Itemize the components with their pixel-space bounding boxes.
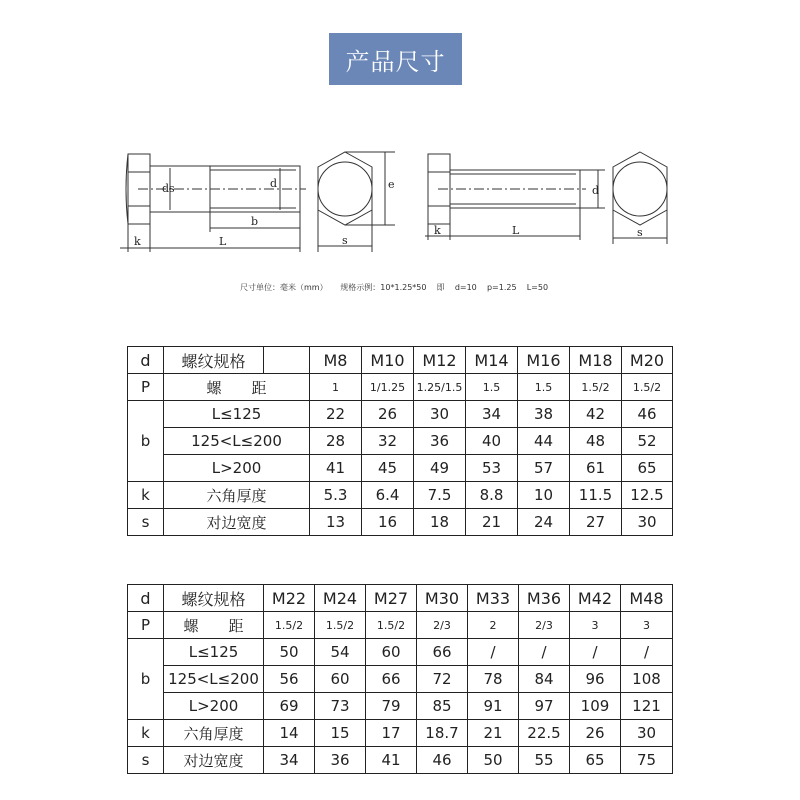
- bolt-dimension-drawing: [120, 140, 680, 260]
- table-cell: 17: [366, 720, 417, 747]
- row-label: 六角厚度: [164, 482, 310, 509]
- table-cell: 57: [518, 455, 570, 482]
- table-cell: 72: [417, 666, 468, 693]
- table-cell: 36: [414, 428, 466, 455]
- table-cell: 10: [518, 482, 570, 509]
- row-label: L>200: [164, 455, 310, 482]
- table-cell: 14: [264, 720, 315, 747]
- table-cell: 79: [366, 693, 417, 720]
- table-cell: 46: [622, 401, 673, 428]
- table-cell: M20: [622, 347, 673, 374]
- table-cell: 42: [570, 401, 622, 428]
- table-cell: 12.5: [622, 482, 673, 509]
- unit-note: 尺寸单位：毫米（mm） 规格示例：10*1.25*50 即 d=10 p=1.25 L=50: [240, 283, 549, 292]
- table-row: [128, 347, 673, 374]
- table-cell: M12: [414, 347, 466, 374]
- row-symbol: k: [128, 482, 164, 509]
- table-cell: /: [621, 639, 673, 666]
- table-cell: 36: [315, 747, 366, 774]
- dim-label-L-2: L: [512, 224, 520, 237]
- row-label: 六角厚度: [164, 720, 264, 747]
- row-symbol: P: [128, 612, 164, 639]
- table-cell: 46: [417, 747, 468, 774]
- table-cell: 85: [417, 693, 468, 720]
- table-cell: 3: [570, 612, 621, 639]
- table-cell: 78: [468, 666, 519, 693]
- table-row: [128, 747, 673, 774]
- row-symbol: b: [128, 639, 164, 720]
- table-cell: 15: [315, 720, 366, 747]
- row-symbol: k: [128, 720, 164, 747]
- table-cell: M8: [310, 347, 362, 374]
- table-cell: 6.4: [362, 482, 414, 509]
- table-cell: 91: [468, 693, 519, 720]
- row-label: 125<L≤200: [164, 666, 264, 693]
- table-cell: 28: [310, 428, 362, 455]
- row-symbol: d: [128, 347, 164, 374]
- row-label: 螺 距: [164, 374, 310, 401]
- table-cell: 56: [264, 666, 315, 693]
- table-cell: 21: [468, 720, 519, 747]
- table-cell: 34: [466, 401, 518, 428]
- table-cell: 108: [621, 666, 673, 693]
- table-cell: 75: [621, 747, 673, 774]
- table-row: [128, 455, 673, 482]
- table-cell: 2/3: [519, 612, 570, 639]
- table-cell: 1/1.25: [362, 374, 414, 401]
- table-cell: 22.5: [519, 720, 570, 747]
- table-row: [128, 428, 673, 455]
- table-cell: 109: [570, 693, 621, 720]
- table-cell: 5.3: [310, 482, 362, 509]
- table-cell: 1: [310, 374, 362, 401]
- table-cell: 26: [362, 401, 414, 428]
- table-cell: 60: [315, 666, 366, 693]
- dim-label-b: b: [251, 215, 259, 228]
- table-row: [128, 720, 673, 747]
- table-cell: 7.5: [414, 482, 466, 509]
- table-cell: 1.25/1.5: [414, 374, 466, 401]
- table-cell: 30: [414, 401, 466, 428]
- table-cell: 41: [310, 455, 362, 482]
- row-symbol: P: [128, 374, 164, 401]
- table-cell: M27: [366, 585, 417, 612]
- table-cell: M14: [466, 347, 518, 374]
- table-cell: 84: [519, 666, 570, 693]
- table-row: [128, 374, 673, 401]
- table-cell: 66: [366, 666, 417, 693]
- row-label: 对边宽度: [164, 747, 264, 774]
- table-cell: 1.5/2: [622, 374, 673, 401]
- hex-end-view-1: [318, 152, 395, 252]
- table-cell: 44: [518, 428, 570, 455]
- row-label: 螺纹规格: [164, 347, 264, 374]
- table-cell: 16: [362, 509, 414, 536]
- table-cell: 65: [622, 455, 673, 482]
- table-cell: 38: [518, 401, 570, 428]
- table-cell: M16: [518, 347, 570, 374]
- table-cell: 54: [315, 639, 366, 666]
- dim-label-ds: ds: [162, 182, 175, 195]
- dim-label-d: d: [270, 177, 278, 190]
- table-cell: M48: [621, 585, 673, 612]
- table-row: [128, 482, 673, 509]
- table-cell: 121: [621, 693, 673, 720]
- row-symbol: b: [128, 401, 164, 482]
- table-cell: 3: [621, 612, 673, 639]
- table-cell: 45: [362, 455, 414, 482]
- row-label: 对边宽度: [164, 509, 310, 536]
- dim-label-L: L: [219, 235, 227, 248]
- table-cell: 61: [570, 455, 622, 482]
- table-cell: 53: [466, 455, 518, 482]
- table-cell: 40: [466, 428, 518, 455]
- table-cell: M36: [519, 585, 570, 612]
- spec-table-m8-m20: [127, 346, 673, 536]
- table-cell: 73: [315, 693, 366, 720]
- row-symbol: d: [128, 585, 164, 612]
- table-cell: 18.7: [417, 720, 468, 747]
- table-row: [128, 612, 673, 639]
- row-symbol: s: [128, 747, 164, 774]
- table-row: [128, 509, 673, 536]
- row-label: L≤125: [164, 639, 264, 666]
- table-cell: 18: [414, 509, 466, 536]
- dim-label-k-2: k: [434, 224, 441, 237]
- table-cell: 1.5/2: [570, 374, 622, 401]
- table-cell: 1.5/2: [315, 612, 366, 639]
- table-cell: 21: [466, 509, 518, 536]
- table-cell: M10: [362, 347, 414, 374]
- spec-table-m22-m48: [127, 584, 673, 774]
- table-cell: 41: [366, 747, 417, 774]
- table-cell: /: [468, 639, 519, 666]
- table-cell: 49: [414, 455, 466, 482]
- page-title: 产品尺寸: [329, 33, 462, 85]
- table-cell: 2: [468, 612, 519, 639]
- table-cell: 55: [519, 747, 570, 774]
- empty-cell: [264, 347, 310, 374]
- table-cell: 48: [570, 428, 622, 455]
- table-cell: 26: [570, 720, 621, 747]
- table-cell: 8.8: [466, 482, 518, 509]
- table-cell: 50: [264, 639, 315, 666]
- dim-label-k: k: [134, 235, 141, 248]
- dim-label-s: s: [342, 234, 348, 247]
- table-cell: M33: [468, 585, 519, 612]
- table-cell: 22: [310, 401, 362, 428]
- table-cell: 66: [417, 639, 468, 666]
- table-cell: 1.5: [466, 374, 518, 401]
- row-label: 125<L≤200: [164, 428, 310, 455]
- row-label: L>200: [164, 693, 264, 720]
- table-cell: 30: [622, 509, 673, 536]
- table-row: [128, 693, 673, 720]
- table-cell: 27: [570, 509, 622, 536]
- table-cell: M30: [417, 585, 468, 612]
- table-row: [128, 666, 673, 693]
- table-cell: 69: [264, 693, 315, 720]
- table-cell: /: [570, 639, 621, 666]
- dim-label-s-2: s: [637, 226, 643, 239]
- table-row: [128, 639, 673, 666]
- dim-label-e: e: [388, 178, 395, 191]
- table-cell: 97: [519, 693, 570, 720]
- table-cell: 1.5/2: [366, 612, 417, 639]
- partial-thread-bolt-side-view: [120, 154, 306, 252]
- table-row: [128, 585, 673, 612]
- table-cell: 50: [468, 747, 519, 774]
- dim-label-d-2: d: [592, 184, 600, 197]
- table-cell: 24: [518, 509, 570, 536]
- table-cell: M18: [570, 347, 622, 374]
- table-cell: 60: [366, 639, 417, 666]
- table-cell: 11.5: [570, 482, 622, 509]
- row-symbol: s: [128, 509, 164, 536]
- table-cell: 13: [310, 509, 362, 536]
- table-cell: M42: [570, 585, 621, 612]
- table-cell: 2/3: [417, 612, 468, 639]
- table-cell: 34: [264, 747, 315, 774]
- table-cell: 65: [570, 747, 621, 774]
- table-row: [128, 401, 673, 428]
- row-label: 螺 距: [164, 612, 264, 639]
- table-cell: /: [519, 639, 570, 666]
- table-cell: M24: [315, 585, 366, 612]
- table-cell: 32: [362, 428, 414, 455]
- table-cell: 96: [570, 666, 621, 693]
- table-cell: M22: [264, 585, 315, 612]
- table-cell: 30: [621, 720, 673, 747]
- row-label: 螺纹规格: [164, 585, 264, 612]
- table-cell: 1.5: [518, 374, 570, 401]
- table-cell: 1.5/2: [264, 612, 315, 639]
- row-label: L≤125: [164, 401, 310, 428]
- table-cell: 52: [622, 428, 673, 455]
